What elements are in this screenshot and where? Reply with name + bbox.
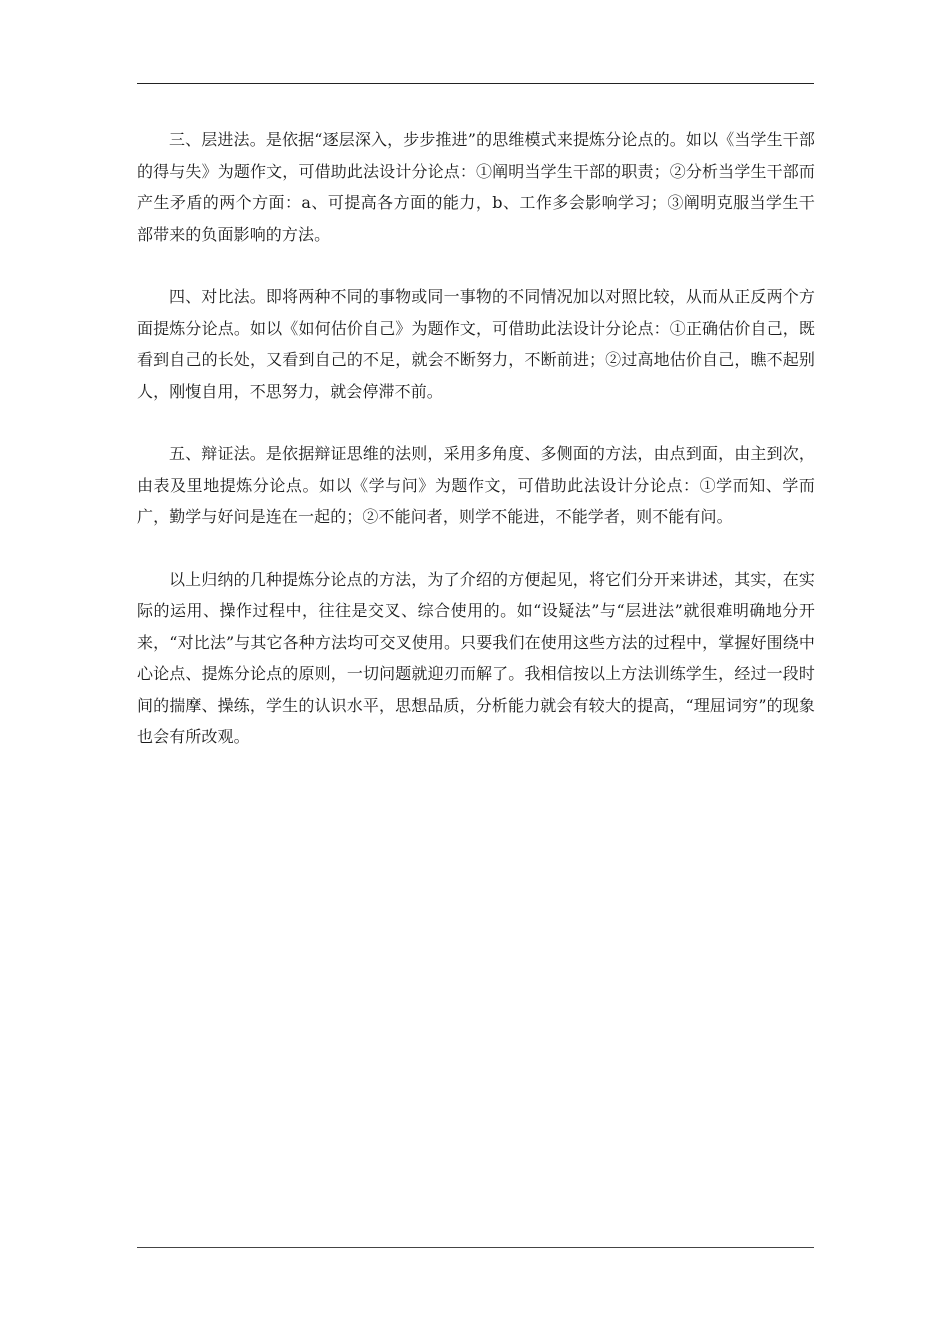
paragraph-summary: 以上归纳的几种提炼分论点的方法，为了介绍的方便起见，将它们分开来讲述，其实，在实际的运用、操作过程中，往往是交叉、综合使用的。如“设疑法”与“层进法”就很难明确地分开来，“对比法”与其它各种方法均可交叉使用。只要我们在使用这些方法的过程中，掌握好围绕中心论点、提炼分论点的原则，一切问题就迎刃而解了。我相信按以上方法训练学生，经过一段时间的揣摩、操练，学生的认识水平，思想品质，分析能力就会有较大的提高，“理屈词穷”的现象也会有所改观。 [137,569,815,746]
document-body [137,124,815,784]
paragraph-contrast-method: 四、对比法。即将两种不同的事物或同一事物的不同情况加以对照比较，从而从正反两个方面提炼分论点。如以《如何估价自己》为题作文，可借助此法设计分论点：①正确估价自己，既看到自己的长处，又看到自己的不足，就会不断努力，不断前进；②过高地估价自己，瞧不起别人，刚愎自用，不思努力，就会停滞不前。 [137,287,815,401]
footer-rule [137,1247,814,1248]
paragraph-layered-method: 三、层进法。是依据“逐层深入，步步推进”的思维模式来提炼分论点的。如以《当学生干部的得与失》为题作文，可借助此法设计分论点：①阐明当学生干部的职责；②分析当学生干部而产生矛盾的两个方面：a、可提高各方面的能力，b、工作多会影响学习；③阐明克服当学生干部带来的负面影响的方法。 [137,130,815,244]
paragraph-dialectic-method: 五、辩证法。是依据辩证思维的法则，采用多角度、多侧面的方法，由点到面，由主到次，由表及里地提炼分论点。如以《学与问》为题作文，可借助此法设计分论点：①学而知、学而广，勤学与好问是连在一起的；②不能问者，则学不能进，不能学者，则不能有问。 [137,444,815,526]
header-rule [137,83,814,84]
